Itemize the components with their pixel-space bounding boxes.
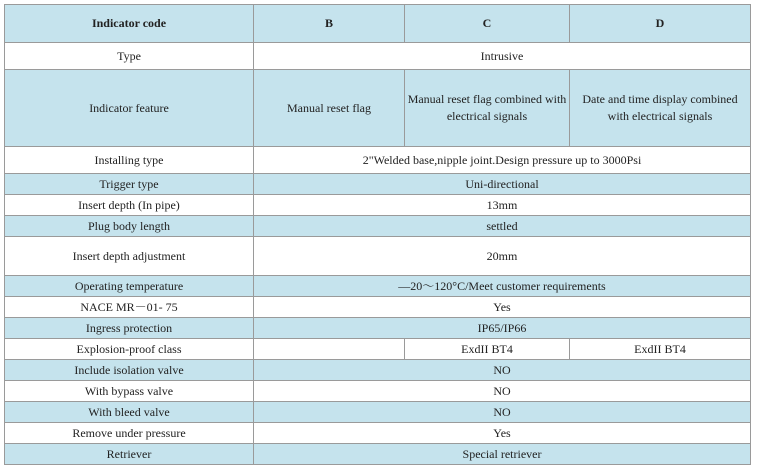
row-value: Yes xyxy=(254,423,751,444)
table-row xyxy=(5,423,751,444)
indicator-code-label: Indicator code xyxy=(5,5,254,43)
code-d: D xyxy=(570,5,751,43)
row-label: Insert depth adjustment xyxy=(5,237,254,276)
table-row xyxy=(5,195,751,216)
table-row xyxy=(5,216,751,237)
table-row xyxy=(5,444,751,465)
row-value: Intrusive xyxy=(254,43,751,70)
table-row xyxy=(5,402,751,423)
feature-b: Manual reset flag xyxy=(254,70,405,147)
table-row xyxy=(5,381,751,402)
table-row xyxy=(5,70,751,147)
table-row xyxy=(5,174,751,195)
row-value: —20～120°C/Meet customer requirements xyxy=(254,276,751,297)
code-b: B xyxy=(254,5,405,43)
row-value: NO xyxy=(254,381,751,402)
table-row xyxy=(5,360,751,381)
row-value: NO xyxy=(254,360,751,381)
row-label: Trigger type xyxy=(5,174,254,195)
row-label: Explosion-proof class xyxy=(5,339,254,360)
row-label: Include isolation valve xyxy=(5,360,254,381)
row-value: 2"Welded base,nipple joint.Design pressure up to 3000Psi xyxy=(254,147,751,174)
row-value: Uni-directional xyxy=(254,174,751,195)
row-label: Plug body length xyxy=(5,216,254,237)
row-label: Type xyxy=(5,43,254,70)
row-value: 20mm xyxy=(254,237,751,276)
specification-table xyxy=(4,4,751,465)
table-row xyxy=(5,318,751,339)
code-c: C xyxy=(405,5,570,43)
table-row xyxy=(5,43,751,70)
table-row xyxy=(5,276,751,297)
row-value: 13mm xyxy=(254,195,751,216)
row-label: NACE MR－01- 75 xyxy=(5,297,254,318)
row-label: Ingress protection xyxy=(5,318,254,339)
explosion-d: ExdII BT4 xyxy=(570,339,751,360)
table-row xyxy=(5,147,751,174)
explosion-b xyxy=(254,339,405,360)
row-value: Special retriever xyxy=(254,444,751,465)
row-value: Yes xyxy=(254,297,751,318)
row-label: With bleed valve xyxy=(5,402,254,423)
row-label: Indicator feature xyxy=(5,70,254,147)
row-value: NO xyxy=(254,402,751,423)
row-label: With bypass valve xyxy=(5,381,254,402)
table-row xyxy=(5,237,751,276)
table-row xyxy=(5,339,751,360)
row-label: Installing type xyxy=(5,147,254,174)
row-value: IP65/IP66 xyxy=(254,318,751,339)
row-label: Remove under pressure xyxy=(5,423,254,444)
row-label: Operating temperature xyxy=(5,276,254,297)
table-row xyxy=(5,297,751,318)
row-label: Insert depth (In pipe) xyxy=(5,195,254,216)
feature-d: Date and time display combined with electrical signals xyxy=(570,70,751,147)
header-row xyxy=(5,5,751,43)
row-value: settled xyxy=(254,216,751,237)
explosion-c: ExdII BT4 xyxy=(405,339,570,360)
feature-c: Manual reset flag combined with electrical signals xyxy=(405,70,570,147)
row-label: Retriever xyxy=(5,444,254,465)
